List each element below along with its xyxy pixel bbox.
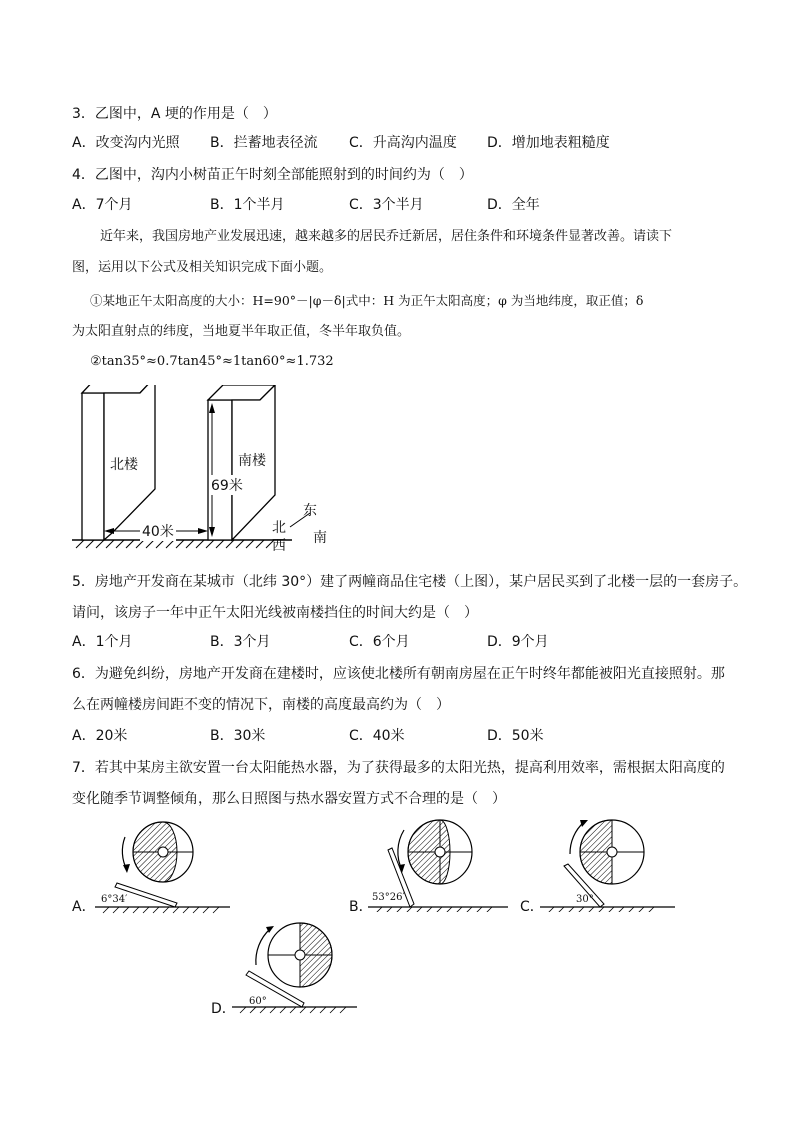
q5-option-a[interactable]: A．1个月 [72,634,133,650]
formula-1-line-b: 为太阳直射点的纬度，当地夏半年取正值，冬半年取负值。 [72,324,411,339]
q5-stem-line-b: 请问，该房子一年中正午太阳光线被南楼挡住的时间大约是（ ） [72,605,478,621]
q5-stem-line-a: 5．房地产开发商在某城市（北纬 30°）建了两幢商品住宅楼（上图），某户居民买到了北楼一层的一套房子。 [72,574,748,590]
solar-diagram-c[interactable] [540,812,680,912]
q6-option-d[interactable]: D．50米 [487,728,544,744]
q5-option-c[interactable]: C．6个月 [349,634,410,650]
q3-option-a[interactable]: A．改变沟内光照 [72,135,180,151]
compass-south: 南 [313,530,327,546]
q4-stem: 4．乙图中，沟内小树苗正午时刻全部能照射到的时间约为（ ） [72,167,473,183]
compass-west: 西 [272,538,286,554]
q3-option-c[interactable]: C．升高沟内温度 [349,135,457,151]
compass-east: 东 [303,503,317,519]
south-building-label: 南楼 [238,453,266,469]
q5-option-b[interactable]: B．3个月 [210,634,271,650]
q4-option-d[interactable]: D．全年 [487,197,540,213]
q6-stem-line-b: 么在两幢楼房间距不变的情况下，南楼的高度最高约为（ ） [72,697,450,713]
diagram-b-angle: 53°26′ [372,892,405,903]
q3-option-d[interactable]: D．增加地表粗糙度 [487,135,610,151]
q4-option-b[interactable]: B．1个半月 [210,197,285,213]
diagram-c-letter[interactable]: C． [520,899,544,915]
q6-option-a[interactable]: A．20米 [72,728,128,744]
q6-stem-line-a: 6．为避免纠纷，房地产开发商在建楼时，应该使北楼所有朝南房屋在正午时终年都能被阳光直接照射。那 [72,666,725,682]
compass-north: 北 [272,520,286,536]
q4-option-c[interactable]: C．3个半月 [349,197,424,213]
q7-stem-line-b: 变化随季节调整倾角，那么日照图与热水器安置方式不合理的是（ ） [72,791,506,807]
formula-2: ②tan35°≈0.7tan45°≈1tan60°≈1.732 [90,354,334,369]
distance-label: 40米 [140,521,176,541]
q6-option-c[interactable]: C．40米 [349,728,405,744]
diagram-b-letter[interactable]: B． [349,899,373,915]
north-building-label: 北楼 [110,457,138,473]
intro-line-1: 近年来，我国房地产业发展迅速，越来越多的居民乔迁新居，居住条件和环境条件显著改善。请读下 [100,229,673,244]
diagram-c-angle: 30° [576,894,594,905]
q3-stem: 3．乙图中，A 埂的作用是（ ） [72,106,277,122]
height-label: 69米 [211,475,243,495]
diagram-a-letter[interactable]: A． [72,899,96,915]
q7-stem-line-a: 7．若其中某房主欲安置一台太阳能热水器，为了获得最多的太阳光热，提高利用效率，需根据太阳高度的 [72,760,725,776]
formula-1-line-a: ①某地正午太阳高度的大小：H=90°－|φ－δ|式中：H 为正午太阳高度；φ 为当地纬度，取正值；δ [90,293,644,308]
q3-option-b[interactable]: B．拦蓄地表径流 [210,135,318,151]
q5-option-d[interactable]: D．9个月 [487,634,549,650]
q6-option-b[interactable]: B．30米 [210,728,266,744]
diagram-d-angle: 60° [249,996,267,1007]
q4-option-a[interactable]: A．7个月 [72,197,133,213]
intro-line-2: 图，运用以下公式及相关知识完成下面小题。 [72,260,333,275]
diagram-d-letter[interactable]: D． [211,1001,236,1017]
diagram-a-angle: 6°34′ [101,894,128,905]
